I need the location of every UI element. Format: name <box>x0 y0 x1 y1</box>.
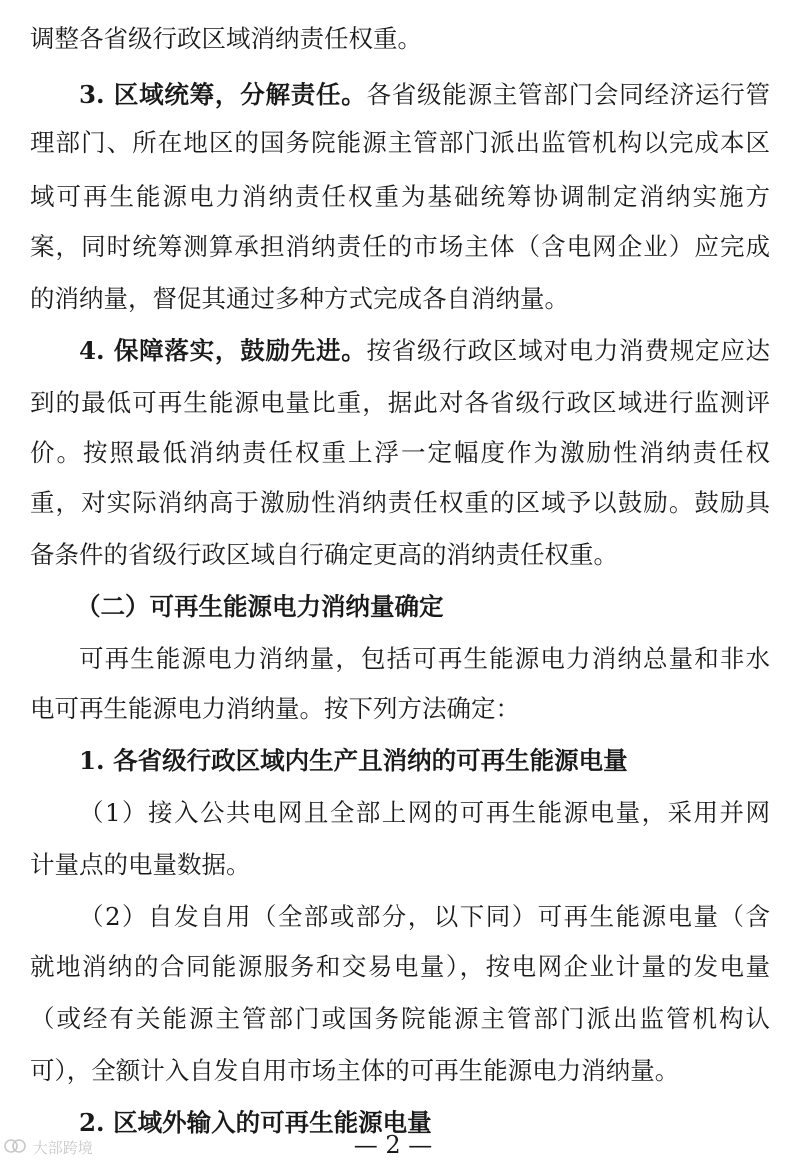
watermark <box>4 1138 93 1159</box>
text-line <box>30 488 770 518</box>
section-heading: （二）可再生能源电力消纳量确定 <box>76 592 444 621</box>
text-line <box>79 798 770 828</box>
line-text: （或经有关能源主管部门或国务院能源主管部门派出监管机构认 <box>30 1004 770 1033</box>
text-line <box>30 1004 770 1034</box>
line-text: 到的最低可再生能源电量比重，据此对各省级行政区域进行监测评 <box>30 388 770 417</box>
text-line <box>30 388 770 418</box>
line-text: 可再生能源电力消纳量，包括可再生能源电力消纳总量和非水 <box>79 644 770 673</box>
watermark-text: 大部跨境 <box>32 1139 93 1157</box>
line-text: 理部门、所在地区的国务院能源主管部门派出监管机构以完成本区 <box>30 128 770 157</box>
text-line <box>79 80 770 110</box>
text-line <box>30 284 770 314</box>
line-text: 案，同时统筹测算承担消纳责任的市场主体（含电网企业）应完成 <box>30 232 770 261</box>
line-text: 各省级能源主管部门会同经济运行管 <box>366 80 771 109</box>
line-text: 电可再生能源电力消纳量。按下列方法确定： <box>30 694 520 723</box>
line-text: 按省级行政区域对电力消费规定应达 <box>366 336 771 365</box>
text-line <box>30 182 770 212</box>
text-line <box>30 1056 770 1086</box>
line-text: 域可再生能源电力消纳责任权重为基础统筹协调制定消纳实施方 <box>30 182 770 211</box>
text-line <box>30 24 770 54</box>
line-text: 可），全额计入自发自用市场主体的可再生能源电力消纳量。 <box>30 1056 680 1085</box>
watermark-logo-icon <box>4 1138 26 1159</box>
text-line <box>30 438 770 468</box>
text-line <box>76 592 770 622</box>
line-text: 价。按照最低消纳责任权重上浮一定幅度作为激励性消纳责任权 <box>30 438 770 467</box>
section-heading: 4. 保障落实，鼓励先进。 <box>79 336 367 365</box>
text-line <box>30 850 770 880</box>
line-text: 调整各省级行政区域消纳责任权重。 <box>30 24 422 53</box>
text-line <box>30 128 770 158</box>
line-text: 计量点的电量数据。 <box>30 850 251 879</box>
text-line <box>79 746 770 776</box>
line-text: 就地消纳的合同能源服务和交易电量），按电网企业计量的发电量 <box>30 952 770 981</box>
section-heading: 3. 区域统筹，分解责任。 <box>79 80 367 109</box>
section-heading: 2. 区域外输入的可再生能源电量 <box>79 1108 432 1137</box>
text-line <box>30 540 770 570</box>
line-text: 重，对实际消纳高于激励性消纳责任权重的区域予以鼓励。鼓励具 <box>30 488 770 517</box>
line-text: 的消纳量，督促其通过多种方式完成各自消纳量。 <box>30 284 569 313</box>
text-line <box>79 644 770 674</box>
page-number: — 2 — <box>353 1131 433 1159</box>
text-line <box>30 952 770 982</box>
line-text: 备条件的省级行政区域自行确定更高的消纳责任权重。 <box>30 540 618 569</box>
line-text: （1）接入公共电网且全部上网的可再生能源电量，采用并网 <box>79 798 770 827</box>
text-line <box>79 902 770 932</box>
text-line <box>30 694 770 724</box>
section-heading: 1. 各省级行政区域内生产且消纳的可再生能源电量 <box>79 746 628 775</box>
text-line <box>30 232 770 262</box>
text-line <box>79 336 770 366</box>
line-text: （2）自发自用（全部或部分，以下同）可再生能源电量（含 <box>79 902 770 931</box>
